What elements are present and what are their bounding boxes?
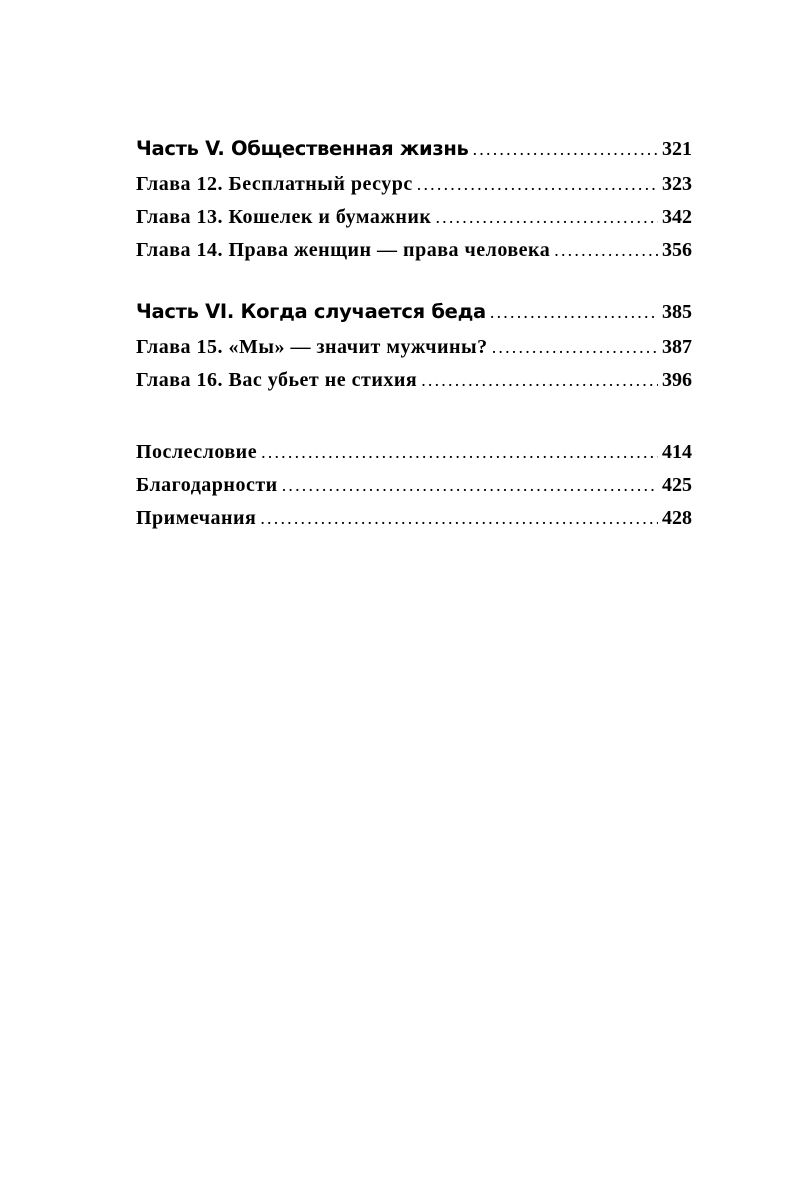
toc-part-6 [136,293,692,397]
toc-page-number: 342 [662,206,692,228]
toc-chapter-entry[interactable] [136,201,692,234]
toc-back-entry[interactable] [136,502,692,535]
toc-back-matter [136,436,692,535]
toc-chapter-title: Глава 15. «Мы» — значит мужчины? [136,336,488,358]
toc-part-title: Часть V. Общественная жизнь [136,137,469,160]
toc-chapter-entry[interactable] [136,234,692,267]
dot-leader [492,331,658,364]
toc-chapter-entry[interactable] [136,331,692,364]
dot-leader [261,436,658,469]
toc-page-number: 425 [662,474,692,496]
toc-chapter-title: Глава 16. Вас убьет не стихия [136,369,418,391]
toc-chapter-entry[interactable] [136,364,692,397]
toc-back-title: Послесловие [136,441,258,463]
dot-leader [473,130,658,168]
toc-part-heading[interactable] [136,130,692,168]
dot-leader [421,364,658,397]
toc-back-entry[interactable] [136,469,692,502]
toc-back-title: Примечания [136,507,257,529]
dot-leader [417,168,658,201]
toc-chapter-title: Глава 13. Кошелек и бумажник [136,206,432,228]
toc-back-title: Благодарности [136,474,278,496]
dot-leader [435,201,658,234]
toc-page-number: 414 [662,441,692,463]
toc-part-5 [136,130,692,267]
toc-page-number: 396 [662,369,692,391]
dot-leader [282,469,658,502]
dot-leader [490,293,658,331]
toc-page-number: 321 [662,138,692,160]
toc-page-number: 385 [662,301,692,323]
table-of-contents [136,130,692,535]
toc-page-number: 428 [662,507,692,529]
toc-part-heading[interactable] [136,293,692,331]
toc-page-number: 323 [662,173,692,195]
toc-chapter-title: Глава 12. Бесплатный ресурс [136,173,413,195]
toc-part-title: Часть VI. Когда случается беда [136,300,486,323]
toc-chapter-entry[interactable] [136,168,692,201]
dot-leader [260,502,658,535]
toc-chapter-title: Глава 14. Права женщин — права человека [136,239,551,261]
toc-page-number: 387 [662,336,692,358]
dot-leader [554,234,658,267]
toc-back-entry[interactable] [136,436,692,469]
toc-page-number: 356 [662,239,692,261]
